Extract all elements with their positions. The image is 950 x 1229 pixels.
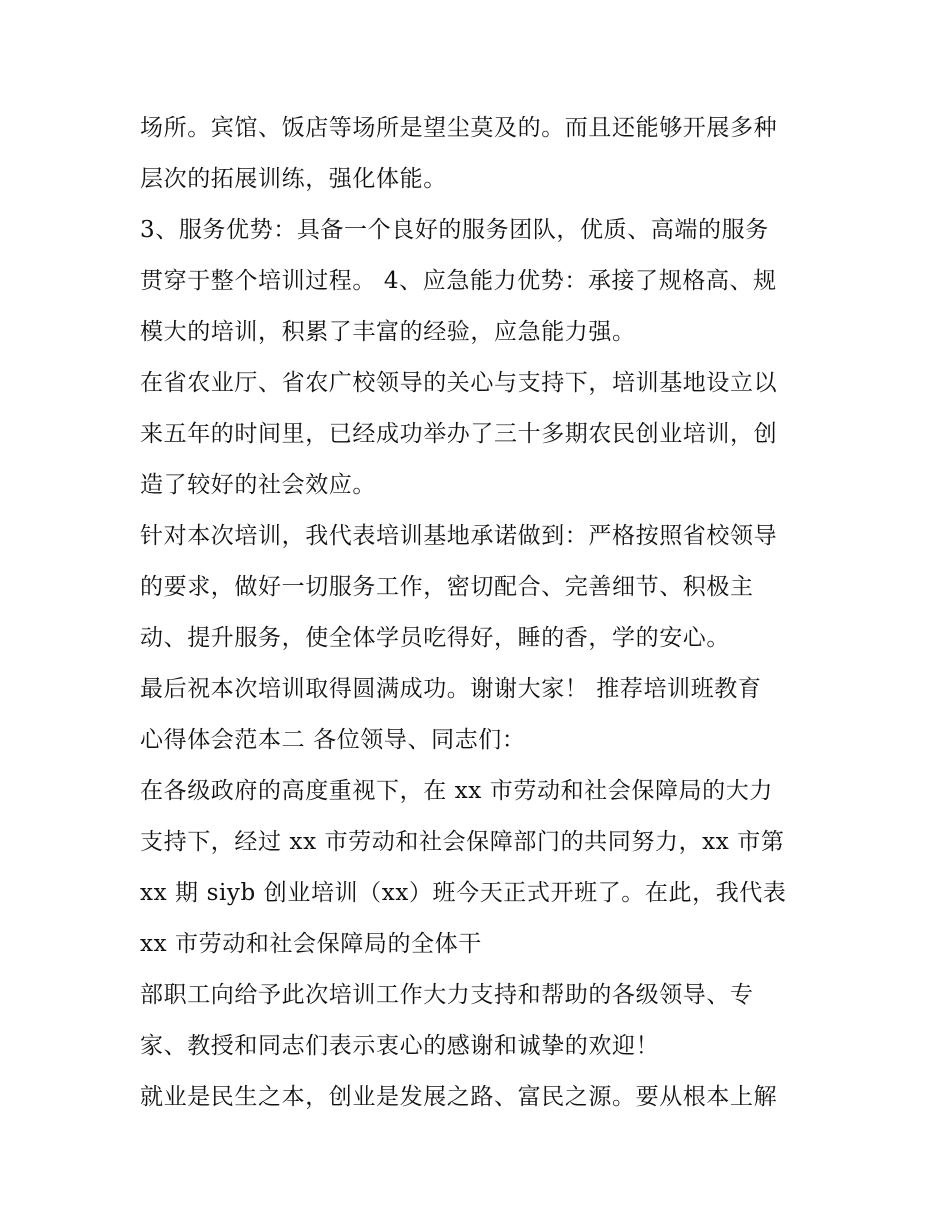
text-line: 3、服务优势：具备一个良好的服务团队，优质、高端的服务 — [140, 217, 769, 243]
text-line: 就业是民生之本，创业是发展之路、富民之源。要从根本上解 — [140, 1084, 778, 1110]
text-line: 支持下，经过 xx 市劳动和社会保障部门的共同努力，xx 市第 — [140, 829, 785, 855]
text-line: 造了较好的社会效应。 — [140, 472, 376, 498]
text-line: 心得体会范本二 各位领导、同志们： — [140, 727, 526, 753]
text-line: 部职工向给予此次培训工作大力支持和帮助的各级领导、专 — [140, 982, 754, 1008]
document-body — [140, 103, 820, 1123]
text-line: 层次的拓展训练，强化体能。 — [140, 166, 447, 192]
text-line: xx 市劳动和社会保障局的全体干 — [140, 931, 482, 957]
text-line: 模大的培训，积累了丰富的经验，应急能力强。 — [140, 319, 636, 345]
text-line: 的要求，做好一切服务工作，密切配合、完善细节、积极主 — [140, 574, 754, 600]
text-line: 动、提升服务，使全体学员吃得好，睡的香，学的安心。 — [140, 625, 730, 651]
text-line: 针对本次培训，我代表培训基地承诺做到：严格按照省校领导 — [140, 523, 778, 549]
text-line: 在省农业厅、省农广校领导的关心与支持下，培训基地设立以 — [140, 370, 778, 396]
text-line: 贯穿于整个培训过程。 4、应急能力优势：承接了规格高、规 — [140, 268, 777, 294]
text-line: 在各级政府的高度重视下，在 xx 市劳动和社会保障局的大力 — [140, 778, 773, 804]
text-line: 最后祝本次培训取得圆满成功。谢谢大家！ 推荐培训班教育 — [140, 676, 762, 702]
text-line: 场所。宾馆、饭店等场所是望尘莫及的。而且还能够开展多种 — [140, 115, 778, 141]
text-line: xx 期 siyb 创业培训（xx）班今天正式开班了。在此，我代表 — [140, 880, 787, 906]
text-line: 家、教授和同志们表示衷心的感谢和诚挚的欢迎！ — [140, 1033, 660, 1059]
text-line: 来五年的时间里，已经成功举办了三十多期农民创业培训，创 — [140, 421, 778, 447]
